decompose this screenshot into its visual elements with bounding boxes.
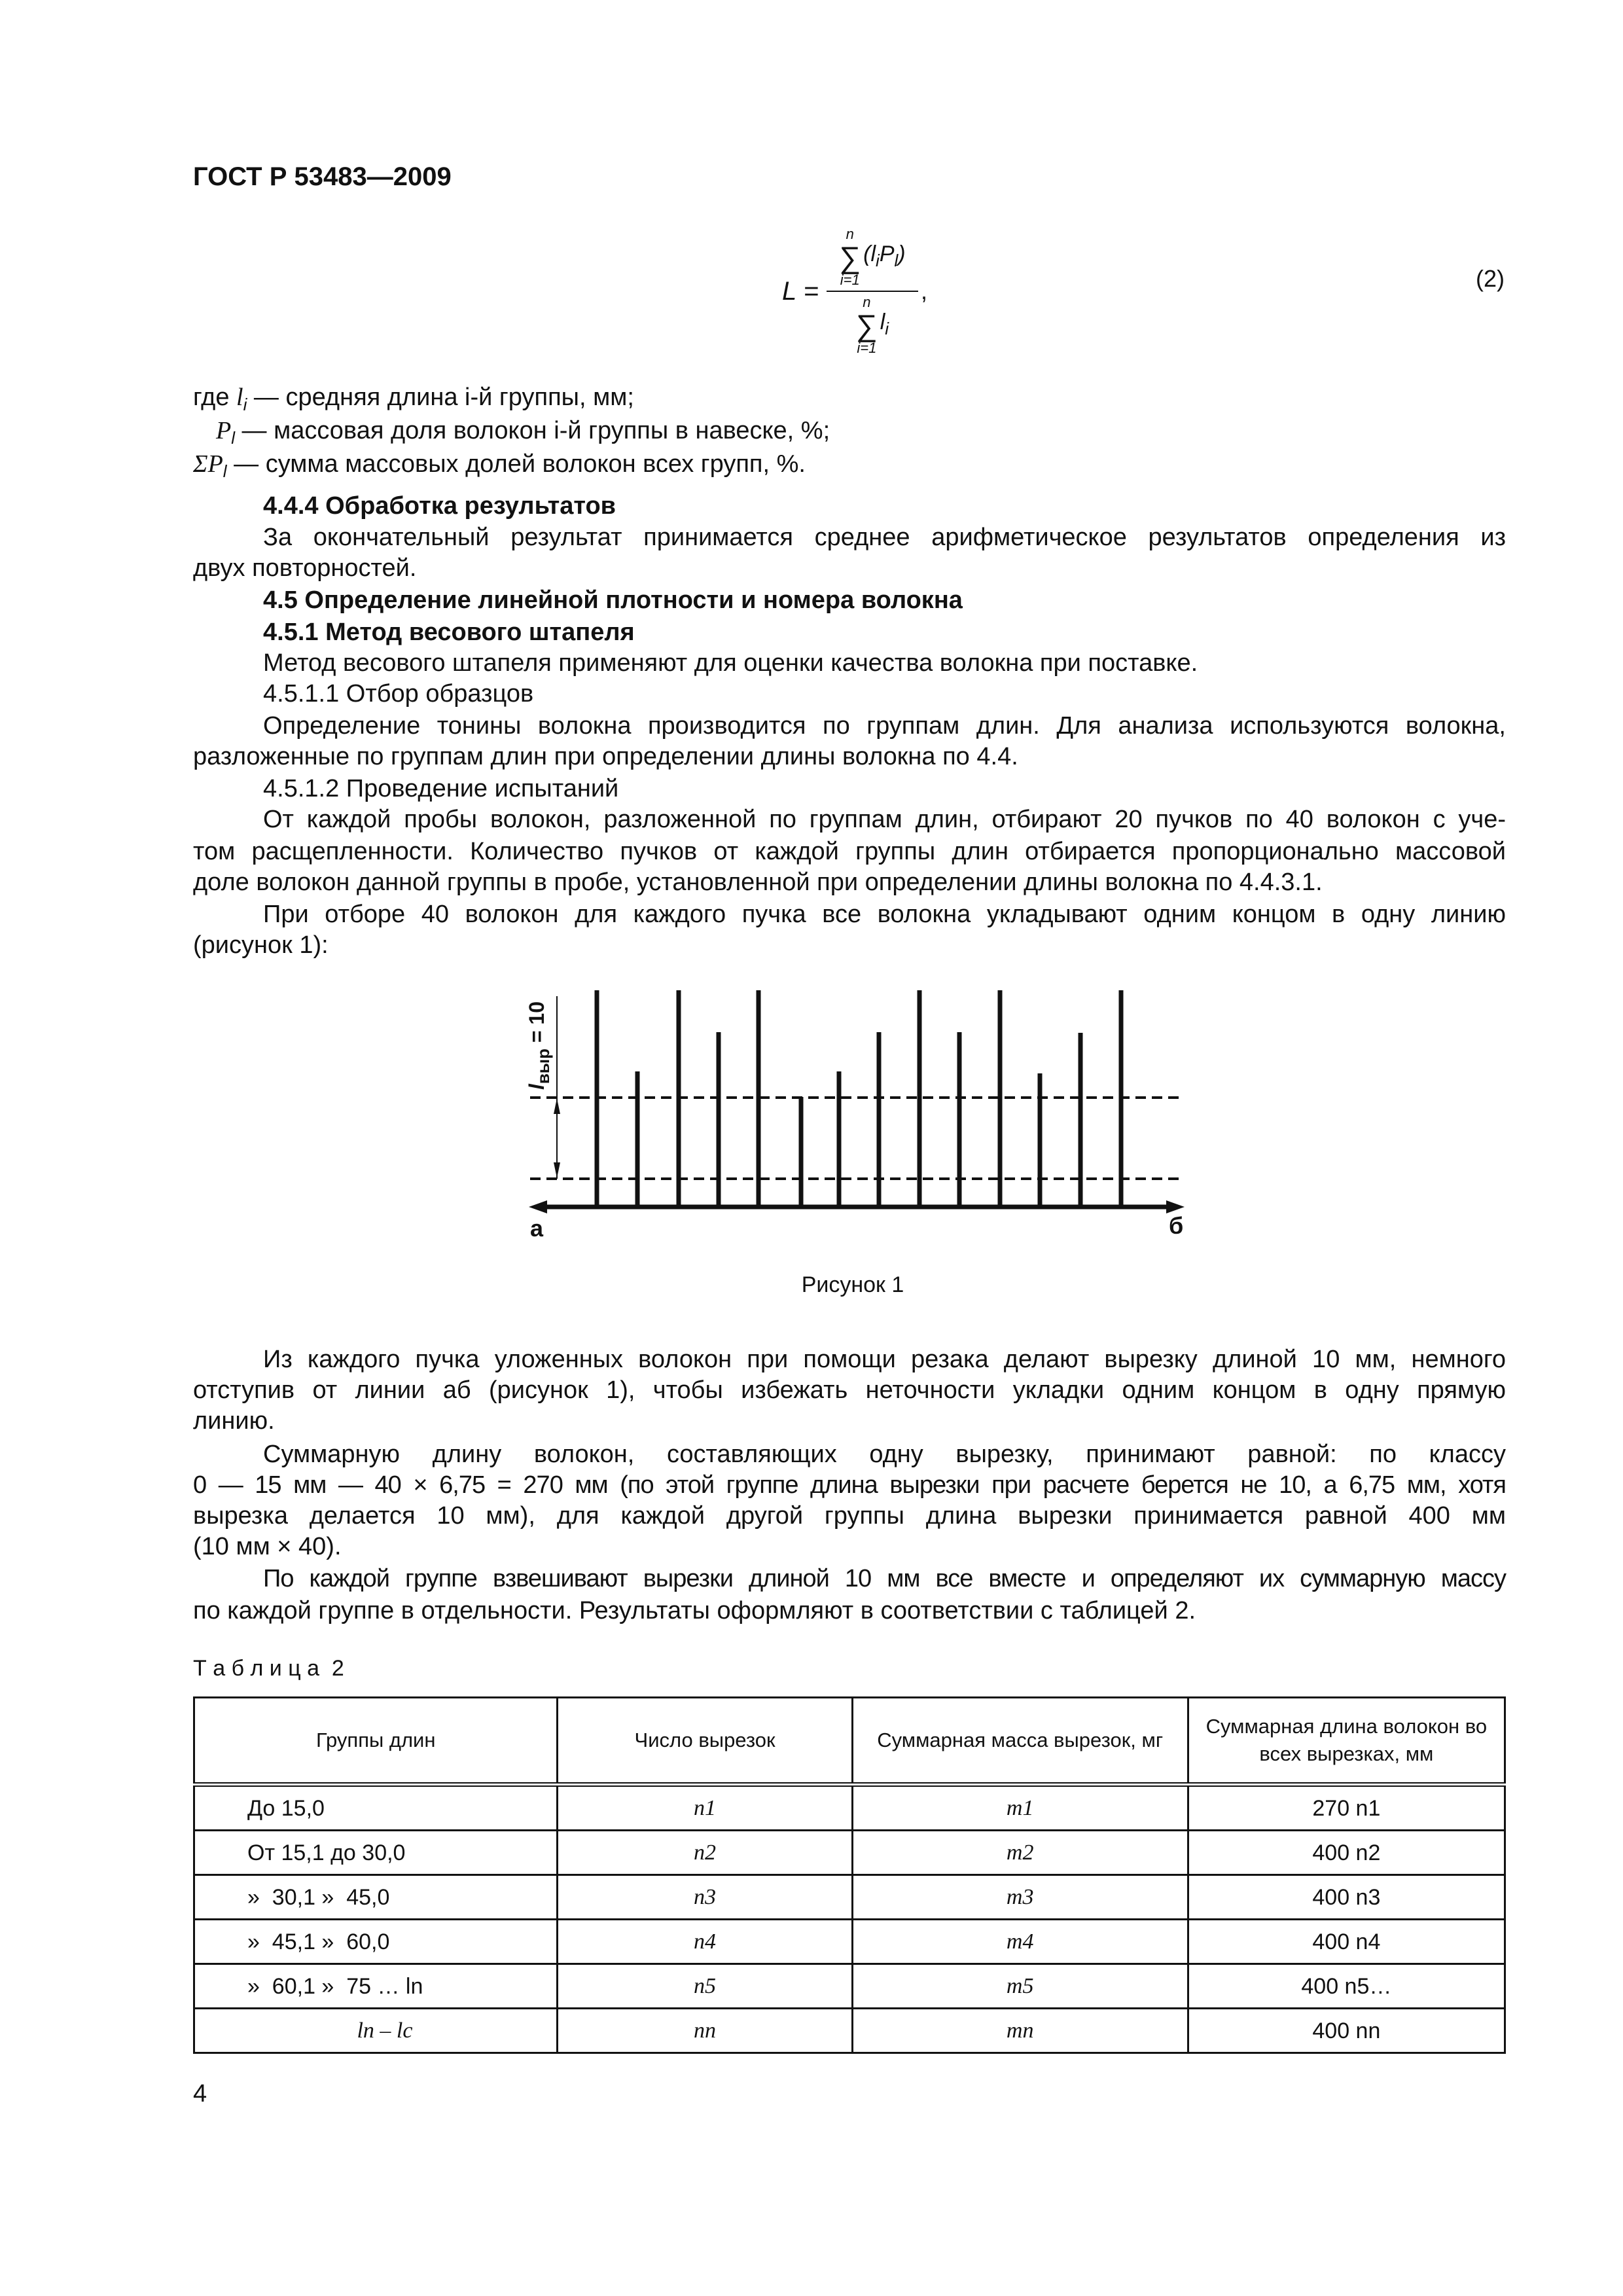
cell: » 45,1 » 60,0 <box>194 1920 558 1964</box>
cell: n5 <box>558 1964 852 2009</box>
paragraph-line: При отборе 40 волокон для каждого пучка все волокна укладывают одним концом в одну линию <box>263 901 1506 928</box>
legend-item: $\Sigma P_l$ — сумма массовых долей волокон всех групп, %. <box>193 450 806 481</box>
paragraph-line: Определение тонины волокна производится по группам длин. Для анализа используются волокна, <box>263 712 1506 740</box>
paragraph-line: доле волокон данной группы в пробе, установленной при определении длины волокна по 4.4.3.1. <box>193 869 1323 896</box>
cell: m4 <box>852 1920 1188 1964</box>
sigma-icon: ∑ <box>855 308 878 342</box>
paragraph-line: вырезка делается 10 мм), для каждой другой группы длина вырезки принимается равной 400 мм <box>193 1502 1506 1530</box>
cell: 400 n3 <box>1188 1875 1505 1920</box>
cell: n3 <box>558 1875 852 1920</box>
table-row <box>194 1875 1505 1920</box>
sigma-icon: ∑ <box>839 240 861 274</box>
end-label-a: а <box>530 1215 544 1242</box>
cell: n4 <box>558 1920 852 1964</box>
table-2 <box>193 1696 1506 2054</box>
paragraph-line: разложенные по группам длин при определении длины волокна по 4.4. <box>193 743 1018 770</box>
column-header: Группы длин <box>194 1698 558 1785</box>
paragraph-line: том расщепленности. Количество пучков от каждой группы длин отбирается пропорционально массовой <box>193 838 1506 865</box>
cell: m5 <box>852 1964 1188 2009</box>
section-heading: 4.5 Определение линейной плотности и номера волокна <box>263 586 963 614</box>
arrow-left-icon <box>529 1200 547 1213</box>
legend-item: $P_l$ — массовая доля волокон i-й группы в навеске, %; <box>216 417 830 448</box>
page-number: 4 <box>193 2080 207 2108</box>
cell: nn <box>558 2009 852 2053</box>
paragraph-line: двух повторностей. <box>193 554 417 582</box>
cell: 400 n5… <box>1188 1964 1505 2009</box>
formula-den-bottom: i=1 <box>857 340 877 356</box>
arrow-right-icon <box>1166 1200 1185 1213</box>
cell: mn <box>852 2009 1188 2053</box>
formula-den-expr: $l_i$ <box>880 310 889 338</box>
figure-caption: Рисунок 1 <box>801 1272 904 1297</box>
cell: 270 n1 <box>1188 1785 1505 1831</box>
paragraph-line: Суммарную длину волокон, составляющих одну вырезку, принимают равной: по классу <box>263 1441 1506 1468</box>
paragraph-line: 0 — 15 мм — 40 × 6,75 = 270 мм (по этой группе длина вырезки при расчете берется не 10, а 6,75 мм, хотя <box>193 1471 1506 1499</box>
cell: m2 <box>852 1831 1188 1875</box>
cell: 400 n2 <box>1188 1831 1505 1875</box>
paragraph-line: (рисунок 1): <box>193 931 329 959</box>
formula-num-bottom: i=1 <box>840 272 860 288</box>
paragraph-line: линию. <box>193 1407 275 1435</box>
section-heading: 4.5.1.1 Отбор образцов <box>263 680 534 708</box>
cell: n1 <box>558 1785 852 1831</box>
table-row <box>194 1920 1505 1964</box>
section-heading: 4.5.1.2 Проведение испытаний <box>263 775 619 802</box>
arrow-up-icon <box>554 1098 560 1114</box>
cell: 400 nn <box>1188 2009 1505 2053</box>
paragraph-line: по каждой группе в отдельности. Результаты оформляют в соответствии с таблицей 2. <box>193 1597 1196 1624</box>
formula-lhs: L = <box>782 277 819 306</box>
cut-length-label: $l_{выр} = 10$ <box>525 1001 553 1090</box>
table-row <box>194 1964 1505 2009</box>
formula-den-top: n <box>863 294 871 310</box>
column-header: Суммарная масса вырезок, мг <box>852 1698 1188 1785</box>
paragraph-line: (10 мм × 40). <box>193 1533 342 1560</box>
column-header: Суммарная длина волокон во всех вырезках, мм <box>1188 1698 1505 1785</box>
column-header: Число вырезок <box>558 1698 852 1785</box>
paragraph-line: Из каждого пучка уложенных волокон при помощи резака делают вырезку длиной 10 мм, немного <box>263 1346 1506 1373</box>
cell: » 60,1 » 75 … ln <box>194 1964 558 2009</box>
table-row <box>194 1785 1505 1831</box>
cell: m3 <box>852 1875 1188 1920</box>
legend-item: где $l_i$ — средняя длина i-й группы, мм; <box>193 384 634 414</box>
formula-num-expr: $(l_iP_l)$ <box>863 242 906 270</box>
cell: 400 n4 <box>1188 1920 1505 1964</box>
formula-num-top: n <box>846 226 854 242</box>
table-row <box>194 2009 1505 2053</box>
paragraph-line: За окончательный результат принимается среднее арифметическое результатов определения из <box>263 524 1506 551</box>
paragraph-line: От каждой пробы волокон, разложенной по группам длин, отбирают 20 пучков по 40 волокон с уче- <box>263 806 1506 833</box>
section-heading: 4.5.1 Метод весового штапеля <box>263 619 635 646</box>
table-row <box>194 1831 1505 1875</box>
table-header-row <box>194 1698 1505 1785</box>
formula-comma: , <box>921 278 928 304</box>
cell: n2 <box>558 1831 852 1875</box>
cell: » 30,1 » 45,0 <box>194 1875 558 1920</box>
cell: ln – lc <box>194 2009 558 2053</box>
paragraph-line: Метод весового штапеля применяют для оценки качества волокна при поставке. <box>263 649 1198 677</box>
end-label-b: б <box>1169 1212 1184 1239</box>
formula-number: (2) <box>1476 265 1505 292</box>
section-heading: 4.4.4 Обработка результатов <box>263 492 616 520</box>
arrow-down-icon <box>554 1162 560 1178</box>
cell: m1 <box>852 1785 1188 1831</box>
cell: От 15,1 до 30,0 <box>194 1831 558 1875</box>
document-id: ГОСТ Р 53483—2009 <box>193 162 452 191</box>
paragraph-line: отступив от линии аб (рисунок 1), чтобы избежать неточности укладки одним концом в одну прямую <box>193 1376 1506 1404</box>
paragraph-line: По каждой группе взвешивают вырезки длиной 10 мм все вместе и определяют их суммарную массу <box>263 1565 1506 1592</box>
table-caption: Т а б л и ц а 2 <box>193 1656 344 1681</box>
cell: До 15,0 <box>194 1785 558 1831</box>
